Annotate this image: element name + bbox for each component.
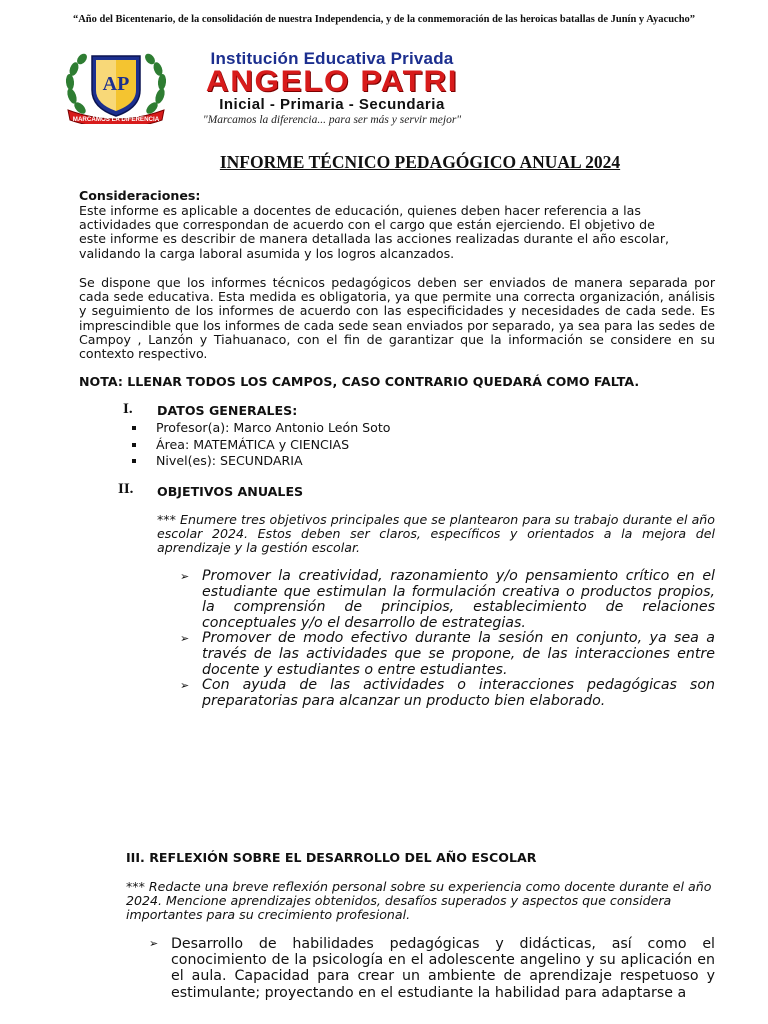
school-levels: Inicial - Primaria - Secundaria [219,96,445,113]
arrow-bullet-icon: ➢ [180,570,190,583]
objectives-instruction: *** Enumere tres objetivos principales que se plantearon para su trabajo durante el año escolar 2024. Estos deben ser claros, específicos y orientados a la mejora del aprendizaje y la gestión escolar. [157,512,715,556]
section-2-numeral: II. [118,481,134,497]
section-2-heading: OBJETIVOS ANUALES [157,484,304,499]
school-name: ANGELO PATRI [205,65,459,98]
institution-type: Institución Educativa Privada [210,49,454,68]
section-3-heading: III. REFLEXIÓN SOBRE EL DESARROLLO DEL AÑO ESCOLAR [126,850,537,865]
objective-item: ➢ Con ayuda de las actividades o interacciones pedagógicas son preparatorias para alcanzar un producto bien elaborado. [180,677,715,709]
school-slogan: "Marcamos la diferencia... para ser más y servir mejor" [202,114,462,126]
arrow-bullet-icon: ➢ [149,937,159,950]
arrow-bullet-icon: ➢ [180,679,190,693]
arrow-bullet-icon: ➢ [180,632,190,646]
crest-letters: AP [102,73,130,95]
list-item-area: Área: MATEMÁTICA y CIENCIAS [132,437,632,454]
school-crest-logo [62,50,170,124]
considerations-heading: Consideraciones: [79,188,201,203]
objective-item: ➢ Promover la creatividad, razonamiento y/o pensamiento crítico en el estudiante que estimulan la formulación creativa o productos propios, la comprensión de principios, establecimiento de relaciones conceptuales y/o el desarrollo de estrategias. [180,568,715,631]
report-title: INFORME TÉCNICO PEDAGÓGICO ANUAL 2024 [219,152,621,172]
section-1-heading: DATOS GENERALES: [157,403,298,418]
list-item-teacher: Profesor(a): Marco Antonio León Soto [132,420,632,437]
considerations-paragraph-1: Este informe es aplicable a docentes de educación, quienes deben hacer referencia a las actividades que correspondan de acuerdo con el cargo que están ejerciendo. El objetivo de este informe es describir de manera detallada las acciones realizadas durante el año escolar, validando la carga laboral asumida y los logros alcanzados. [79,203,670,261]
bicentennial-banner: “Año del Bicentenario, de la consolidación de nuestra Independencia, y de la conmemoración de las heroicas batallas de Junín y Ayacucho” [72,14,696,25]
section-1-numeral: I. [123,401,133,417]
reflection-item: ➢ Desarrollo de habilidades pedagógicas y didácticas, así como el conocimiento de la psicología en el adolescente angelino y su aplicación en el aula. Capacidad para crear un ambiente de aprendizaje respetuoso y estimulante; proyectando en el estudiante la habilidad para adaptarse a [149,936,715,1001]
crest-motto: MARCAMOS LA DIFERENCIA [72,116,160,123]
school-brand [172,50,492,127]
reflection-list [149,936,715,1001]
mandatory-note: NOTA: LLENAR TODOS LOS CAMPOS, CASO CONTRARIO QUEDARÁ COMO FALTA. [79,374,640,389]
objectives-list [180,569,715,709]
objective-item: ➢ Promover de modo efectivo durante la sesión en conjunto, ya sea a través de las actividades que se propone, de las interacciones entre docente y estudiantes o entre estudiantes. [180,630,715,678]
reflection-instruction: *** Redacte una breve reflexión personal sobre su experiencia como docente durante el año 2024. Mencione aprendizajes obtenidos, desafíos superados y aspectos que considera importantes para su crecimiento profesional. [126,879,712,923]
list-item-level: Nivel(es): SECUNDARIA [132,453,632,470]
general-data-list [132,420,632,470]
considerations-paragraph-2: Se dispone que los informes técnicos pedagógicos deben ser enviados de manera separada por cada sede educativa. Esta medida es obligatoria, ya que permite una correcta organización, análisis y seguimiento de los informes de acuerdo con las especificidades y necesidades de cada sede. Es imprescindible que los informes de cada sede sean enviados por separado, ya sea para las sedes de Campoy , Lanzón y Tiahuanaco, con el fin de garantizar que la información se considere en su contexto respectivo. [79,275,715,362]
